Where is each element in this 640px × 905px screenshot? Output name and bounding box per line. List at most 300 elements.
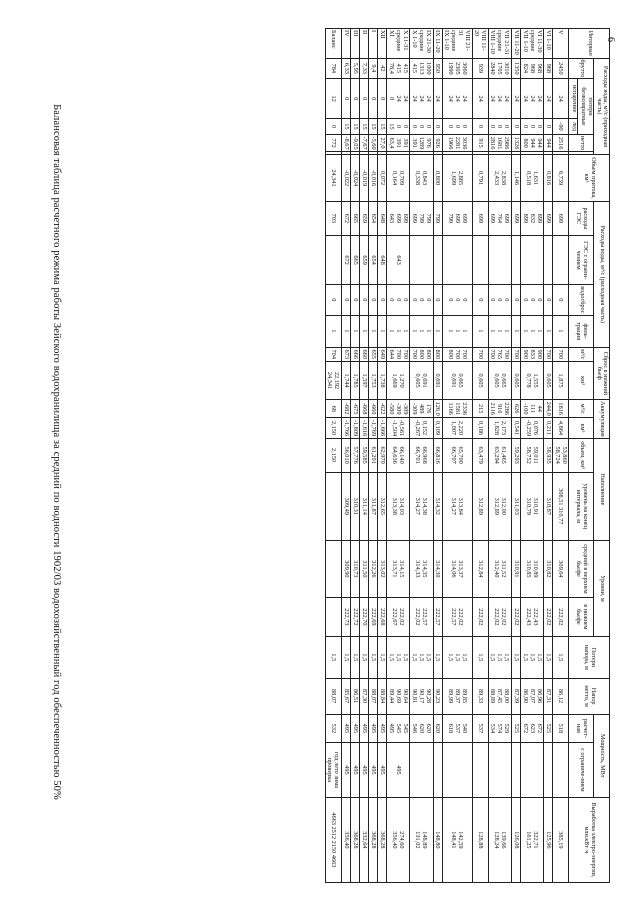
- cell-value: 61,201: [369, 446, 377, 464]
- cell-vol: [351, 155, 360, 201]
- cell-value: 3060: [460, 62, 468, 75]
- cell-value: 1,5: [342, 653, 350, 662]
- cell-up: [433, 541, 442, 598]
- table-row: [553, 29, 569, 883]
- cell-value: 1: [476, 329, 484, 333]
- cell-loss: [351, 637, 360, 679]
- cell-value: 699: [544, 213, 552, 224]
- cell-value: -1,769: [369, 419, 377, 437]
- cell-value: 1: [544, 329, 552, 333]
- cell-value: 391: [394, 138, 402, 148]
- cell-value: 222,57: [421, 608, 429, 626]
- cell-dis: [521, 347, 544, 361]
- cell-value: 24: [425, 95, 433, 102]
- cell-value: 310,89: [532, 560, 540, 578]
- cell-acc_km3: [521, 418, 544, 438]
- cell-filt: [472, 315, 488, 347]
- header-accum-group: Аккумуляция: [594, 400, 610, 439]
- cell-value: 1,5: [387, 653, 395, 662]
- cell-lim: [521, 235, 544, 284]
- cell-evap: [521, 79, 544, 119]
- cell-value: 312,26: [369, 560, 377, 578]
- cell-pcalc: [553, 714, 569, 742]
- cell-period: [369, 29, 378, 59]
- cell-energy: [511, 797, 520, 882]
- cell-head: [410, 678, 433, 714]
- cell-dis: [442, 347, 472, 361]
- cell-value: 222,02: [476, 608, 484, 626]
- header-discharge-km3: км³: [569, 361, 594, 399]
- cell-acc: [342, 400, 351, 418]
- cell-value: X 1-10: [410, 30, 418, 48]
- cell-value: 24: [410, 95, 418, 102]
- cell-value: 1: [446, 329, 454, 333]
- cell-value: 24: [489, 95, 497, 102]
- cell-acc: [351, 400, 360, 418]
- cell-flev: [472, 472, 488, 541]
- cell-vol: [521, 155, 544, 201]
- cell-value: 87,07: [528, 689, 536, 704]
- cell-value: 540: [460, 723, 468, 734]
- cell-filt: [511, 315, 520, 347]
- cell-up: [387, 541, 410, 598]
- cell-fvol: [387, 438, 410, 472]
- cell-plim: [488, 743, 511, 798]
- cell-value: 311,14: [360, 497, 368, 515]
- cell-fvol: [544, 438, 553, 472]
- cell-value: -100: [521, 402, 529, 415]
- cell-value: 0,541: [512, 420, 520, 436]
- cell-value: 1: [360, 329, 368, 333]
- cell-value: 86,51: [351, 689, 359, 704]
- cell-value: 518: [557, 723, 565, 734]
- cell-value: 313,38: [391, 497, 399, 515]
- cell-value: 0,152: [421, 420, 429, 436]
- cell-dis_km3: [387, 361, 410, 399]
- cell-value: 495: [351, 723, 359, 734]
- cell-value: 59,585: [360, 446, 368, 464]
- cell-value: 310,79: [525, 497, 533, 515]
- cell-value: 0: [387, 298, 395, 302]
- cell-value: 800: [417, 349, 425, 359]
- cell-value: 368,28: [378, 831, 386, 849]
- cell-acc_km3: [387, 418, 410, 438]
- cell-value: 0,665: [499, 373, 507, 388]
- cell-hpp: [521, 201, 544, 235]
- cell-hpp: [342, 201, 351, 235]
- cell-value: 0: [446, 298, 454, 302]
- cell-value: 649: [378, 349, 386, 359]
- cell-fvol: [433, 438, 442, 472]
- cell-value: 699: [489, 213, 497, 224]
- cell-value: 944: [535, 138, 543, 148]
- cell-value: 1,5: [434, 653, 442, 662]
- cell-value: 0: [434, 124, 442, 129]
- cell-value: 672: [342, 213, 350, 224]
- table-row: [360, 29, 369, 883]
- cell-value: средние: [394, 30, 402, 52]
- cell-low: [553, 597, 569, 636]
- cell-plim: [325, 743, 341, 798]
- cell-value: 90,23: [434, 689, 442, 704]
- cell-energy: [521, 797, 544, 882]
- cell-value: 0: [417, 298, 425, 302]
- cell-value: 926: [434, 138, 442, 148]
- header-lower: в нижнем бьефе: [569, 597, 594, 636]
- cell-value: 88,07: [329, 689, 337, 704]
- cell-acc_km3: [553, 418, 569, 438]
- cell-value: IX 21-30: [425, 30, 433, 53]
- cell-hpp: [351, 201, 360, 235]
- cell-spill: [544, 285, 553, 315]
- cell-gross: [360, 58, 369, 79]
- cell-value: 0: [521, 124, 529, 129]
- header-discharge-group: Сброс в нижний бьеф: [594, 347, 610, 400]
- cell-value: 0: [394, 124, 402, 129]
- cell-vol: [544, 155, 553, 201]
- cell-spill: [511, 285, 520, 315]
- cell-value: 0: [351, 97, 359, 101]
- cell-acc_km3: [360, 418, 369, 438]
- cell-spill: [488, 285, 511, 315]
- cell-hpp: [360, 201, 369, 235]
- cell-ice: [410, 119, 433, 135]
- cell-value: 495: [351, 765, 359, 775]
- cell-value: 0: [417, 124, 425, 129]
- cell-plim: [544, 743, 553, 798]
- cell-value: 24: [453, 95, 461, 102]
- cell-value: IX 11-20: [434, 30, 442, 53]
- cell-low: [544, 597, 553, 636]
- cell-dis_km3: [410, 361, 433, 399]
- cell-acc: [410, 400, 433, 418]
- cell-value: 0: [378, 97, 386, 101]
- cell-value: 643: [394, 255, 402, 265]
- cell-value: 222,02: [398, 608, 406, 626]
- cell-value: 1,5: [351, 653, 359, 662]
- cell-spill: [521, 285, 544, 315]
- cell-value: 415: [410, 63, 418, 74]
- cell-value: средние: [528, 30, 536, 52]
- cell-acc: [472, 400, 488, 418]
- cell-value: 222,02: [544, 608, 552, 626]
- header-net-head: Напор нетто, м: [569, 678, 610, 714]
- cell-value: 62,970: [378, 446, 386, 464]
- cell-net: [521, 134, 544, 151]
- cell-value: 222,57: [434, 608, 442, 626]
- cell-value: 1,270: [398, 373, 406, 388]
- cell-value: -675: [351, 402, 359, 415]
- cell-low: [360, 597, 369, 636]
- header-hpp-limited: ГЭС с ограни-чением: [569, 235, 594, 284]
- cell-spill: [472, 285, 488, 315]
- cell-value: -1,666: [378, 419, 386, 437]
- cell-value: 312,65: [378, 497, 386, 515]
- cell-net: [360, 134, 369, 151]
- cell-fvol: [325, 438, 341, 472]
- cell-loss: [521, 637, 544, 679]
- header-spillway: водосброс: [569, 285, 594, 315]
- cell-value: 620: [417, 723, 425, 734]
- cell-period: [511, 29, 520, 59]
- cell-energy: [369, 797, 378, 882]
- cell-value: 699: [394, 213, 402, 224]
- cell-pcalc: [387, 714, 410, 742]
- cell-head: [351, 678, 360, 714]
- cell-acc: [511, 400, 520, 418]
- cell-flev: [342, 472, 351, 541]
- cell-value: средние: [496, 30, 504, 52]
- cell-value: 1: [378, 329, 386, 333]
- cell-plim: [433, 743, 442, 798]
- cell-value: 659: [360, 255, 368, 265]
- cell-fvol: [410, 438, 433, 472]
- cell-fvol: [342, 438, 351, 472]
- cell-value: 310,31: [351, 497, 359, 515]
- cell-value: 310,87: [544, 497, 552, 515]
- header-filtration: филь-трация: [569, 315, 594, 347]
- cell-value: -309: [410, 402, 418, 415]
- cell-value: 699: [557, 213, 565, 224]
- cell-value: 356,40: [391, 831, 399, 849]
- cell-dis: [351, 347, 360, 361]
- cell-value: 1990: [446, 62, 454, 75]
- cell-value: 310,82: [544, 560, 552, 578]
- cell-value: 0: [535, 298, 543, 302]
- cell-net: [342, 134, 351, 151]
- cell-spill: [433, 285, 442, 315]
- cell-value: 1,5: [496, 653, 504, 662]
- cell-acc_km3: [369, 418, 378, 438]
- cell-gross: [410, 58, 433, 79]
- cell-up: [351, 541, 360, 598]
- cell-value: 772: [329, 138, 337, 148]
- cell-value: 59,011: [532, 446, 540, 464]
- cell-value: 545: [401, 723, 409, 734]
- cell-value: 56,010: [342, 446, 350, 464]
- cell-low: [488, 597, 511, 636]
- cell-value: 1: [535, 329, 543, 333]
- cell-value: 0: [360, 97, 368, 101]
- cell-value: 0,843: [421, 170, 429, 186]
- cell-gross: [325, 58, 341, 79]
- table-row: [511, 29, 520, 883]
- table-row: [472, 29, 488, 883]
- cell-value: IV: [342, 30, 350, 37]
- header-blank: [569, 152, 594, 155]
- cell-acc: [488, 400, 511, 418]
- cell-lim: [351, 235, 360, 284]
- cell-value: 86,90: [521, 689, 529, 704]
- cell-value: 900: [521, 349, 529, 359]
- cell-value: 0: [453, 124, 461, 129]
- cell-gross: [433, 58, 442, 79]
- cell-low: [351, 597, 360, 636]
- header-fill-group: Наполнение: [594, 438, 610, 540]
- cell-value: 620: [434, 723, 442, 734]
- cell-value: 0: [425, 124, 433, 129]
- cell-value: 385,19: [557, 831, 565, 849]
- cell-dis: [410, 347, 433, 361]
- cell-value: 222,02: [557, 608, 565, 626]
- cell-lim: [442, 235, 472, 284]
- cell-dis: [360, 347, 369, 361]
- cell-value: 1,597: [360, 373, 368, 388]
- cell-value: 620: [425, 723, 433, 734]
- cell-loss: [488, 637, 511, 679]
- cell-value: 368,28: [351, 831, 359, 849]
- cell-value: 0: [329, 298, 337, 302]
- cell-value: 495: [378, 765, 386, 775]
- cell-value: 244,0: [544, 401, 552, 416]
- cell-gross: [472, 58, 488, 79]
- cell-ice: [360, 119, 369, 135]
- table-row: [351, 29, 360, 883]
- cell-flev: [511, 472, 520, 541]
- cell-lim: [488, 235, 511, 284]
- cell-value: 2,885: [457, 170, 465, 186]
- cell-acc: [521, 400, 544, 418]
- cell-value: 659: [360, 213, 368, 224]
- cell-value: 6,33: [342, 62, 350, 74]
- cell-acc: [325, 400, 341, 418]
- cell-gross: [544, 58, 553, 79]
- cell-flev: [544, 472, 553, 541]
- cell-spill: [387, 285, 410, 315]
- cell-fvol: [472, 438, 488, 472]
- cell-value: 672: [521, 723, 529, 734]
- cell-period: [351, 29, 360, 59]
- cell-low: [521, 597, 544, 636]
- header-losses-group: потери безвозвратные: [578, 79, 594, 135]
- cell-value: 0,338: [414, 170, 422, 186]
- cell-value: 574: [496, 723, 504, 734]
- cell-value: 0: [528, 298, 536, 302]
- cell-value: 700: [394, 349, 402, 359]
- cell-value: 648: [378, 255, 386, 265]
- cell-evap: [544, 79, 553, 119]
- cell-plim: [378, 743, 387, 798]
- cell-value: 0: [342, 298, 350, 302]
- cell-value: 764: [496, 213, 504, 224]
- cell-loss: [378, 637, 387, 679]
- cell-value: 88,00: [503, 689, 511, 704]
- cell-low: [378, 597, 387, 636]
- cell-value: 1: [394, 329, 402, 333]
- cell-fvol: [360, 438, 369, 472]
- cell-ice: [511, 119, 520, 135]
- cell-acc_km3: [351, 418, 360, 438]
- cell-value: 800: [521, 138, 529, 148]
- cell-value: 1: [521, 329, 529, 333]
- cell-value: 222,02: [457, 608, 465, 626]
- cell-value: 2,220: [457, 420, 465, 436]
- cell-dis_km3: [342, 361, 351, 399]
- cell-loss: [511, 637, 520, 679]
- cell-period: [410, 29, 433, 59]
- cell-value: 900: [535, 349, 543, 359]
- cell-value: 1816: [557, 402, 565, 416]
- cell-value: 90,64: [401, 689, 409, 704]
- cell-value: 148,89: [421, 831, 429, 849]
- cell-value: 832: [528, 213, 536, 224]
- cell-energy: [472, 797, 488, 882]
- cell-filt: [369, 315, 378, 347]
- cell-value: 314,27: [450, 497, 458, 515]
- cell-value: 654: [369, 255, 377, 265]
- cell-value: 0,665: [457, 373, 465, 388]
- cell-value: 799: [434, 213, 442, 224]
- cell-hpp: [553, 201, 569, 235]
- cell-value: 495: [342, 723, 350, 734]
- cell-gross: [521, 58, 544, 79]
- cell-value: 1,5: [544, 653, 552, 662]
- cell-value: 2,838: [499, 170, 507, 186]
- cell-value: 618: [446, 723, 454, 734]
- cell-value: 314,32: [434, 497, 442, 515]
- cell-value: 7,33: [360, 62, 368, 74]
- cell-spill: [342, 285, 351, 315]
- cell-value: -0,267: [414, 419, 422, 437]
- cell-energy: [442, 797, 472, 882]
- cell-value: 700: [544, 349, 552, 359]
- cell-value: 415: [394, 63, 402, 74]
- cell-value: -660: [369, 402, 377, 415]
- cell-hpp: [410, 201, 433, 235]
- cell-value: 0,186: [476, 420, 484, 436]
- cell-value: 0: [369, 97, 377, 101]
- cell-value: 0: [434, 298, 442, 302]
- cell-hpp: [488, 201, 511, 235]
- cell-acc_km3: [378, 418, 387, 438]
- cell-value: 1,828: [492, 420, 500, 436]
- cell-value: 648: [378, 213, 386, 224]
- cell-value: 939: [476, 63, 484, 74]
- cell-hpp: [442, 201, 472, 235]
- cell-value: 495: [378, 723, 386, 734]
- cell-value: 222,67: [391, 608, 399, 626]
- cell-spill: [442, 285, 472, 315]
- cell-value: 0,816: [544, 170, 552, 186]
- cell-value: 660: [360, 349, 368, 359]
- cell-value: 24: [417, 95, 425, 102]
- cell-value: 15: [351, 123, 359, 130]
- cell-value: 308,51 310,77: [557, 488, 565, 525]
- cell-value: 1,5: [401, 653, 409, 662]
- cell-value: 1,146: [512, 170, 520, 186]
- cell-evap: [325, 79, 341, 119]
- cell-value: X 11-31: [401, 30, 409, 51]
- cell-value: 1,5: [476, 653, 484, 662]
- table-row: [488, 29, 511, 883]
- cell-ice: [521, 119, 544, 135]
- cell-value: -622: [378, 402, 386, 415]
- cell-net: [511, 134, 520, 151]
- cell-fvol: [521, 438, 544, 472]
- cell-acc_km3: [410, 418, 433, 438]
- cell-value: 2450: [557, 62, 565, 75]
- cell-value: 1966: [446, 136, 454, 150]
- cell-vol: [442, 155, 472, 201]
- cell-energy: [387, 797, 410, 882]
- cell-net: [442, 134, 472, 151]
- cell-plim: [511, 743, 520, 798]
- cell-hpp: [387, 201, 410, 235]
- cell-value: 0,605: [476, 373, 484, 388]
- cell-period: [342, 29, 351, 59]
- cell-ice: [342, 119, 351, 135]
- cell-value: 1,5: [369, 653, 377, 662]
